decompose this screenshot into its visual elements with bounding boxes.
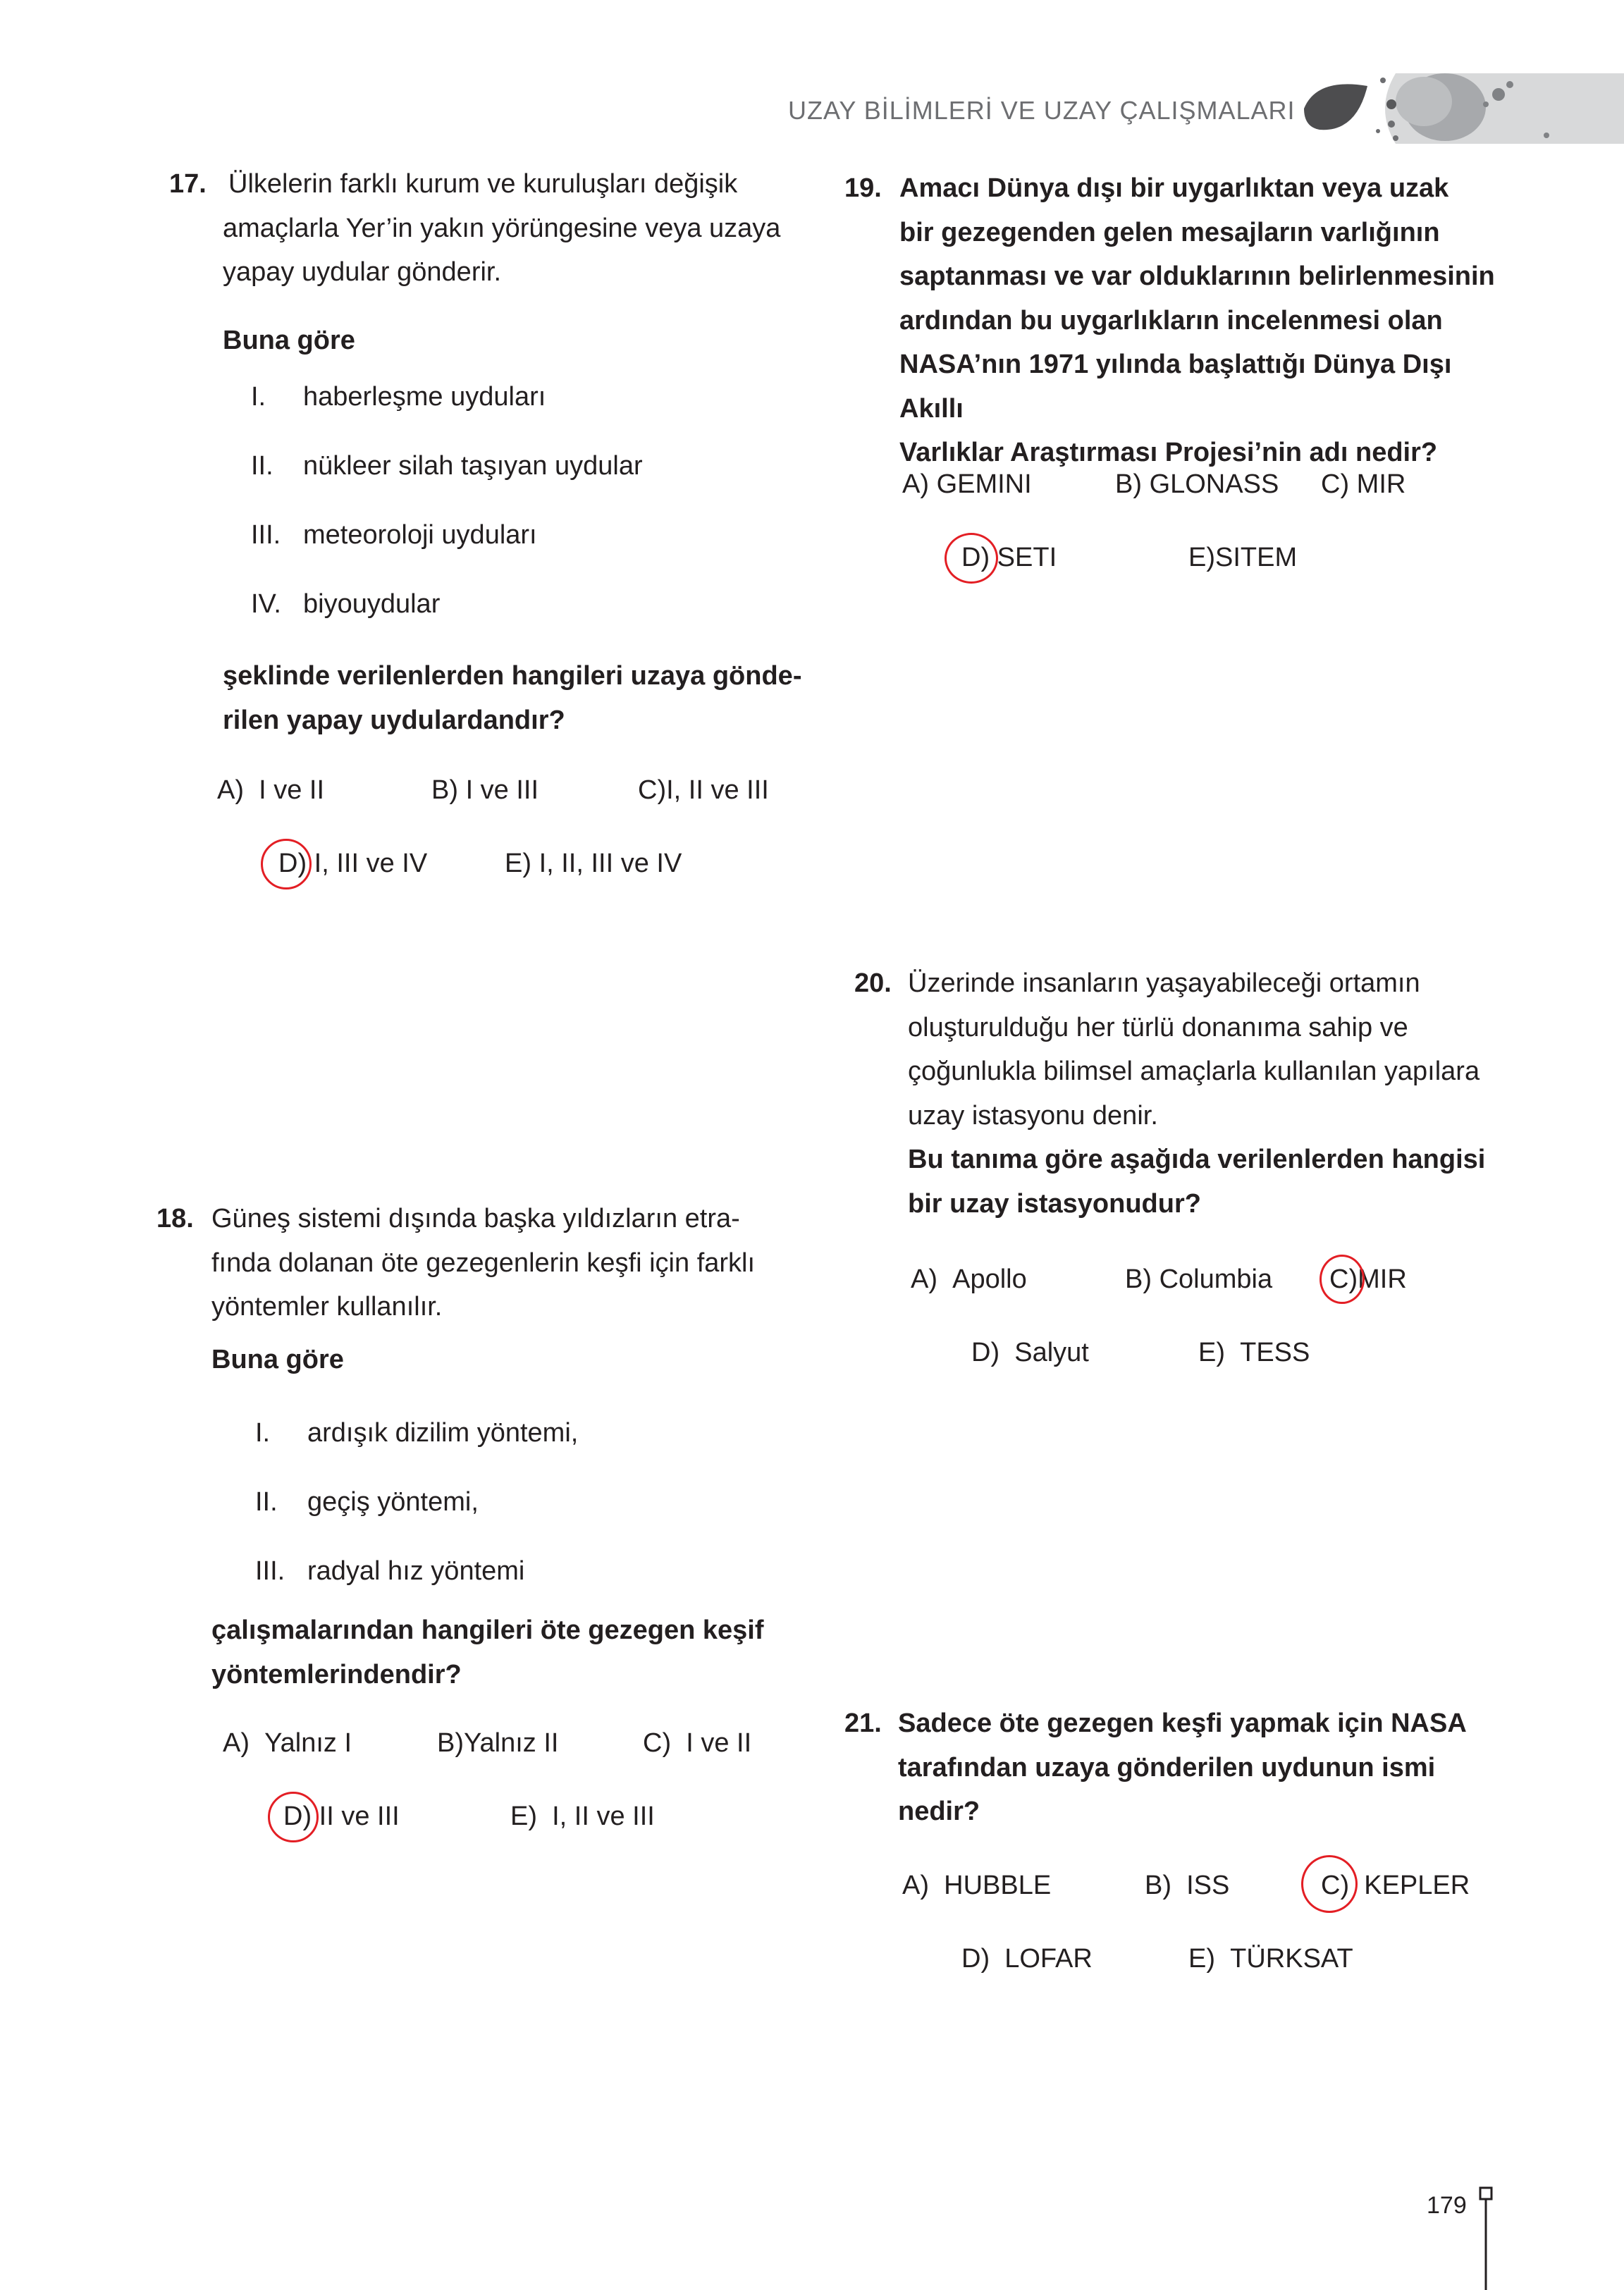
page-marker xyxy=(1479,2186,1493,2290)
page-header-title: UZAY BİLİMLERİ VE UZAY ÇALIŞMALARI xyxy=(788,96,1296,125)
q20-option-d[interactable] xyxy=(971,1338,1089,1368)
q17-number: 17. xyxy=(169,169,207,199)
option-key: B) xyxy=(1145,1871,1171,1900)
option-text: MIR xyxy=(1358,1264,1407,1294)
option-text: I ve II xyxy=(259,775,325,805)
q20-stem-line: çoğunlukla bilimsel amaçlarla kullanılan yapılara xyxy=(908,1057,1480,1086)
q17-option-a[interactable] xyxy=(217,775,324,806)
option-key: E) xyxy=(1198,1338,1225,1367)
option-key: E) xyxy=(1188,543,1215,572)
q19-option-c[interactable] xyxy=(1321,469,1405,500)
option-key: C) xyxy=(643,1728,672,1758)
q20-question-line: Bu tanıma göre aşağıda verilenlerden hangisi xyxy=(908,1145,1486,1174)
option-key: C) xyxy=(638,775,667,805)
q20-stem-line: oluşturulduğu her türlü donanıma sahip ve xyxy=(908,1012,1408,1042)
option-text: ISS xyxy=(1186,1871,1230,1900)
q17-question-line: şeklinde verilenlerden hangileri uzaya gönde- xyxy=(223,661,802,691)
q18-item-text: geçiş yöntemi, xyxy=(307,1487,479,1517)
option-key: A) xyxy=(902,469,929,499)
q17-item-num: I. xyxy=(251,382,266,412)
q17-item-text: biyouydular xyxy=(303,589,441,619)
q18-item-num: I. xyxy=(255,1418,271,1448)
option-text: GEMINI xyxy=(936,469,1032,499)
option-key: D) xyxy=(961,1944,990,1974)
option-key: A) xyxy=(902,1871,929,1900)
q17-option-e[interactable] xyxy=(505,849,682,879)
q19-option-a[interactable] xyxy=(902,469,1032,500)
option-key: A) xyxy=(217,775,244,805)
q18-item-text: radyal hız yöntemi xyxy=(307,1556,525,1586)
option-text: II ve III xyxy=(319,1802,400,1831)
option-text: GLONASS xyxy=(1149,469,1279,499)
q20-stem-line: Üzerinde insanların yaşayabileceği ortamın xyxy=(908,968,1420,998)
q21-stem-line: tarafından uzaya gönderilen uydunun ismi xyxy=(898,1752,1436,1783)
q17-stem-line: amaçlarla Yer’in yakın yörüngesine veya uzaya xyxy=(223,213,781,243)
option-text: I, II, III ve IV xyxy=(539,849,682,878)
q18-item-text: ardışık dizilim yöntemi, xyxy=(307,1418,579,1448)
q21-stem-line: nedir? xyxy=(898,1797,980,1826)
q18-question-line: çalışmalarından hangileri öte gezegen keşif xyxy=(211,1615,764,1645)
q17-item-text: meteoroloji uyduları xyxy=(303,520,537,550)
q19-stem-line: NASA’nın 1971 yılında başlattığı Dünya Dışı Akıllı xyxy=(899,350,1452,424)
option-text: TESS xyxy=(1240,1338,1310,1367)
option-key: D) xyxy=(971,1338,1000,1367)
page-number: 179 xyxy=(1427,2192,1467,2219)
q19-stem xyxy=(899,166,1520,475)
q18-stem xyxy=(211,1197,818,1329)
q17-stem xyxy=(223,162,822,295)
q17-stem-line: Ülkelerin farklı kurum ve kuruluşları değişik xyxy=(228,169,738,199)
q18-item-num: II. xyxy=(255,1487,278,1517)
q17-option-c[interactable] xyxy=(638,775,769,806)
q18-option-e[interactable] xyxy=(510,1802,655,1832)
option-key: E) xyxy=(1188,1944,1215,1974)
q17-item-num: II. xyxy=(251,451,273,481)
q17-item-text: nükleer silah taşıyan uydular xyxy=(303,451,643,481)
option-key: B) xyxy=(1125,1264,1152,1294)
q20-question-line: bir uzay istasyonudur? xyxy=(908,1188,1201,1219)
option-text: KEPLER xyxy=(1364,1871,1470,1900)
q21-stem-line: Sadece öte gezegen keşfi yapmak için NASA xyxy=(898,1709,1467,1738)
option-text: I ve III xyxy=(465,775,539,805)
q17-option-b[interactable] xyxy=(431,775,539,806)
q20-stem-line: uzay istasyonu denir. xyxy=(908,1100,1158,1131)
option-text: MIR xyxy=(1356,469,1406,499)
option-text: Yalnız I xyxy=(264,1728,352,1758)
option-key: C) xyxy=(1321,469,1350,499)
q18-stem-line: fında dolanan öte gezegenlerin keşfi için farklı xyxy=(211,1248,756,1278)
option-text: Columbia xyxy=(1159,1264,1273,1294)
option-text: I, II ve III xyxy=(552,1802,655,1831)
q20-stem xyxy=(908,961,1528,1226)
q21-number: 21. xyxy=(844,1709,882,1738)
option-text: I, III ve IV xyxy=(314,849,428,878)
option-key: E) xyxy=(510,1802,537,1831)
option-key: A) xyxy=(223,1728,250,1758)
q21-answer-mark xyxy=(1301,1855,1358,1913)
option-key: B) xyxy=(437,1728,464,1758)
header-decoration xyxy=(1304,65,1624,149)
q18-answer-mark xyxy=(268,1792,319,1842)
option-text: Apollo xyxy=(952,1264,1027,1294)
q18-question-line: yöntemlerindendir? xyxy=(211,1659,462,1689)
q18-option-a[interactable] xyxy=(223,1728,352,1759)
option-key: B) xyxy=(1115,469,1142,499)
option-text: TÜRKSAT xyxy=(1230,1944,1353,1974)
option-key: C) xyxy=(1329,1264,1358,1294)
q21-stem xyxy=(898,1701,1518,1834)
option-text: LOFAR xyxy=(1004,1944,1093,1974)
q19-stem-line: Varlıklar Araştırması Projesi’nin adı nedir? xyxy=(899,438,1438,467)
q20-option-b[interactable] xyxy=(1125,1264,1272,1295)
q19-number: 19. xyxy=(844,173,882,203)
q17-answer-mark xyxy=(261,839,312,889)
q18-option-c[interactable] xyxy=(643,1728,751,1759)
q20-answer-mark xyxy=(1320,1255,1365,1304)
q17-stem-line: yapay uydular gönderir. xyxy=(223,257,502,287)
q19-stem-line: ardından bu uygarlıkların incelenmesi olan xyxy=(899,305,1443,336)
q17-question-line: rilen yapay uydulardandır? xyxy=(223,705,565,735)
q17-item-num: III. xyxy=(251,520,281,550)
q19-option-e[interactable] xyxy=(1188,543,1297,573)
option-text: SITEM xyxy=(1215,543,1298,572)
q18-question xyxy=(211,1608,818,1697)
q17-lead: Buna göre xyxy=(223,326,355,355)
q20-number: 20. xyxy=(854,968,892,998)
q17-question xyxy=(223,654,829,742)
option-key: D) xyxy=(961,543,990,572)
option-text: HUBBLE xyxy=(944,1871,1052,1900)
option-key: A) xyxy=(911,1264,937,1294)
option-text: Yalnız II xyxy=(464,1728,559,1758)
q18-item-num: III. xyxy=(255,1556,285,1586)
q19-stem-line: bir gezegenden gelen mesajların varlığının xyxy=(899,217,1440,247)
option-text: SETI xyxy=(997,543,1057,572)
q21-option-b[interactable] xyxy=(1145,1871,1229,1901)
q21-option-e[interactable] xyxy=(1188,1944,1353,1974)
q21-option-d[interactable] xyxy=(961,1944,1093,1974)
option-key: E) xyxy=(505,849,531,878)
q17-item-text: haberleşme uyduları xyxy=(303,382,546,412)
q18-lead: Buna göre xyxy=(211,1345,344,1374)
q18-stem-line: yöntemler kullanılır. xyxy=(211,1292,443,1322)
q20-option-e[interactable] xyxy=(1198,1338,1310,1368)
q18-stem-line: Güneş sistemi dışında başka yıldızların etra- xyxy=(211,1204,740,1233)
option-text: I, II ve III xyxy=(666,775,769,805)
q19-stem-line: saptanması ve var olduklarının belirlenmesinin xyxy=(899,261,1495,291)
option-key: D) xyxy=(283,1802,312,1831)
option-key: C) xyxy=(1321,1871,1350,1900)
option-text: Salyut xyxy=(1014,1338,1089,1367)
option-text: I ve II xyxy=(686,1728,752,1758)
q19-answer-mark xyxy=(945,533,998,584)
q18-option-b[interactable] xyxy=(437,1728,558,1759)
q19-stem-line: Amacı Dünya dışı bir uygarlıktan veya uzak xyxy=(899,173,1449,203)
q18-number: 18. xyxy=(156,1204,194,1233)
option-key: D) xyxy=(278,849,307,878)
q17-item-num: IV. xyxy=(251,589,281,619)
q20-option-a[interactable] xyxy=(911,1264,1027,1295)
q19-option-b[interactable] xyxy=(1115,469,1279,500)
option-key: B) xyxy=(431,775,458,805)
q21-option-a[interactable] xyxy=(902,1871,1051,1901)
